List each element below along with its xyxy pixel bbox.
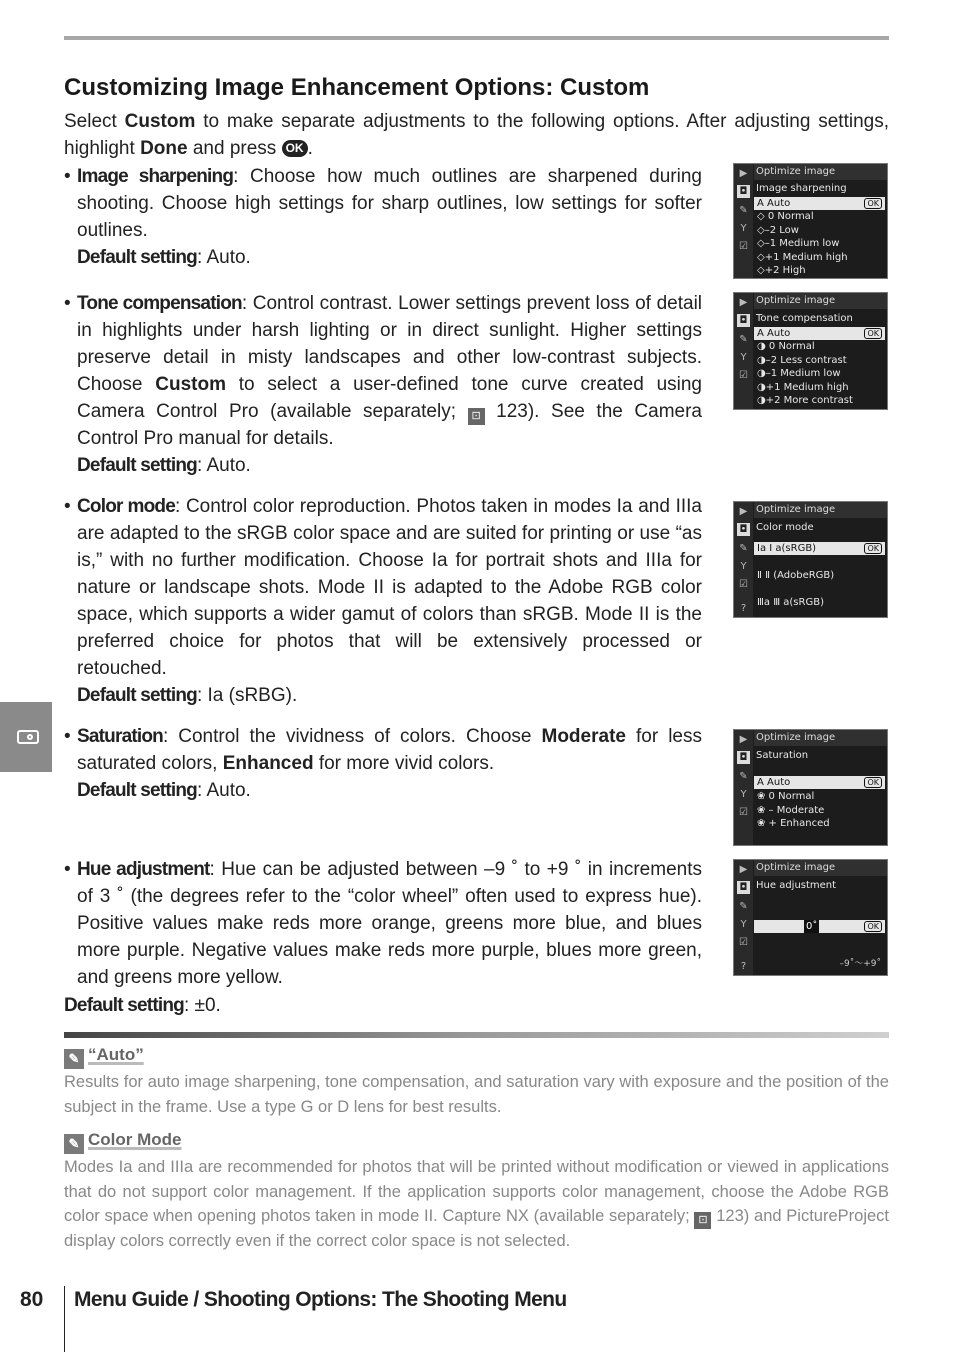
- shooting-menu-tab: [0, 702, 52, 772]
- menu-option: ◑+1 Medium high: [757, 382, 849, 393]
- screen-tone-compensation: ▶ ◘ ✎ Y ☑ Optimize image Tone compensation A Auto OK ◑ 0 Normal ◑–2 Less contrast ◑–1 Medium low ◑+1 Medium high ◑+2 More contrast: [733, 292, 888, 410]
- pencil-icon: ✎: [739, 543, 748, 554]
- playback-icon: ▶: [739, 168, 748, 179]
- camera-tab-icon: [17, 730, 39, 744]
- wrench-icon: Y: [740, 561, 747, 572]
- menu-option: ❀ + Enhanced: [757, 818, 830, 829]
- camera-icon: ◘: [737, 881, 750, 894]
- note-auto-heading: ✎ “Auto”: [64, 1045, 144, 1069]
- pencil-icon: ✎: [739, 771, 748, 782]
- retouch-icon: ☑: [739, 937, 748, 948]
- menu-option: ◇–2 Low: [757, 225, 799, 236]
- note-color-mode-body: Modes Ia and IIIa are recommended for photos that will be printed without modification or viewed in applications that do not support color management. If the application supports color management, choose the Adobe RGB color space when opening photos taken in mode II. Capture NX (available separately; ⊡ 123) and PictureProject display colors correctly even if the correct color space is not selected.: [64, 1158, 889, 1250]
- notes-divider: [64, 1032, 889, 1038]
- menu-option: Ⅱ Ⅱ (AdobeRGB): [757, 570, 835, 581]
- screen-saturation: ▶ ◘ ✎ Y ☑ Optimize image Saturation A Auto OK ❀ 0 Normal ❀ – Moderate ❀ + Enhanced: [733, 729, 888, 846]
- wrench-icon: Y: [740, 223, 747, 234]
- playback-icon: ▶: [739, 864, 748, 875]
- page-reference-icon: ⊡: [468, 408, 485, 425]
- camera-icon: ◘: [737, 751, 750, 764]
- page-number: 80: [20, 1288, 44, 1311]
- menu-option: ❀ – Moderate: [757, 805, 825, 816]
- section-hue-adjustment: • Hue adjustment: Hue can be adjusted between –9 ˚ to +9 ˚ in increments of 3 ˚ (the degrees refer to the “color wheel” often used to express hue). Positive values make reds more orange, greens more blue, and blues more purple. Negative values make reds more purple, blues more green, and greens more yellow.: [64, 859, 702, 988]
- page-reference-icon: ⊡: [694, 1212, 711, 1229]
- menu-option: ◑–2 Less contrast: [757, 355, 847, 366]
- screen-hue-adjustment: ▶ ◘ ✎ Y ☑ ? Optimize image Hue adjustment 0˚ OK –9˚～+9˚: [733, 859, 888, 976]
- wrench-icon: Y: [740, 919, 747, 930]
- hue-range: –9˚～+9˚: [839, 959, 881, 969]
- menu-option: ◑+2 More contrast: [757, 395, 853, 406]
- pencil-icon: ✎: [739, 901, 748, 912]
- playback-icon: ▶: [739, 506, 748, 517]
- retouch-icon: ☑: [739, 807, 748, 818]
- camera-icon: ◘: [737, 314, 750, 327]
- menu-option: ❀ 0 Normal: [757, 791, 815, 802]
- note-pencil-icon: ✎: [64, 1049, 84, 1069]
- note-color-mode-heading: ✎ Color Mode: [64, 1130, 182, 1154]
- note-pencil-icon: ✎: [64, 1134, 84, 1154]
- menu-option: ◇–1 Medium low: [757, 238, 840, 249]
- hue-value-field: 0˚ OK: [754, 920, 885, 933]
- help-icon: ?: [740, 603, 747, 614]
- page-title: Customizing Image Enhancement Options: Custom: [64, 74, 650, 101]
- menu-option: A Auto OK: [754, 197, 885, 210]
- screen-image-sharpening: ▶ ◘ ✎ Y ☑ Optimize image Image sharpening A Auto OK ◇ 0 Normal ◇–2 Low ◇–1 Medium low ◇+1 Medium high ◇+2 High: [733, 163, 888, 279]
- menu-option: ◇+1 Medium high: [757, 252, 848, 263]
- camera-icon: ◘: [737, 523, 750, 536]
- footer-divider: [64, 1286, 65, 1352]
- section-saturation: • Saturation: Control the vividness of colors. Choose Moderate for less saturated colors, Enhanced for more vivid colors. Default setting: Auto.: [64, 726, 702, 801]
- help-icon: ?: [740, 961, 747, 972]
- menu-option: ◑–1 Medium low: [757, 368, 841, 379]
- ok-button-icon: OK: [282, 140, 308, 157]
- playback-icon: ▶: [739, 297, 748, 308]
- footer-section-title: Menu Guide / Shooting Options: The Shooting Menu: [74, 1288, 567, 1311]
- hue-default: Default setting: ±0.: [64, 995, 221, 1016]
- menu-option: Ⅲa Ⅲ a(sRGB): [757, 597, 824, 608]
- menu-option: ◇ 0 Normal: [757, 211, 814, 222]
- menu-option: A Auto OK: [754, 776, 885, 789]
- menu-option: ◇+2 High: [757, 265, 806, 276]
- note-auto-body: Results for auto image sharpening, tone compensation, and saturation vary with exposure and the position of the subject in the frame. Use a type G or D lens for best results.: [64, 1073, 889, 1116]
- retouch-icon: ☑: [739, 370, 748, 381]
- camera-icon: ◘: [737, 185, 750, 198]
- playback-icon: ▶: [739, 734, 748, 745]
- retouch-icon: ☑: [739, 241, 748, 252]
- pencil-icon: ✎: [739, 205, 748, 216]
- screen-color-mode: ▶ ◘ ✎ Y ☑ ? Optimize image Color mode Ia Ⅰ a(sRGB) OK Ⅱ Ⅱ (AdobeRGB) Ⅲa Ⅲ a(sRGB): [733, 501, 888, 618]
- intro-paragraph: Select Custom to make separate adjustments to the following options. After adjusting settings, highlight Done and press OK .: [64, 111, 889, 159]
- section-image-sharpening: • Image sharpening: Choose how much outlines are sharpened during shooting. Choose high settings for sharp outlines, low settings for softer outlines. Default setting: Auto.: [64, 166, 702, 268]
- menu-option: ◑ 0 Normal: [757, 341, 815, 352]
- top-rule: [64, 36, 889, 40]
- pencil-icon: ✎: [739, 334, 748, 345]
- wrench-icon: Y: [740, 789, 747, 800]
- menu-option: Ia Ⅰ a(sRGB) OK: [754, 542, 885, 555]
- retouch-icon: ☑: [739, 579, 748, 590]
- section-tone-compensation: • Tone compensation: Control contrast. Lower settings prevent loss of detail in highlights under harsh lighting or in direct sunlight. Higher settings preserve detail in misty landscapes and other low-contrast subjects. Choose Custom to select a user-defined tone curve created using Camera Control Pro (available separately; ⊡ 123). See the Camera Control Pro manual for details. Default setting: Auto.: [64, 293, 703, 476]
- menu-option: A Auto OK: [754, 327, 885, 340]
- wrench-icon: Y: [740, 352, 747, 363]
- section-color-mode: • Color mode: Control color reproduction. Photos taken in modes Ia and IIIa are adapted to the sRGB color space and are suited for printing or use “as is,” with no further modification. Choose Ia for portrait shots and IIIa for nature or landscape shots. Mode II is adapted to the Adobe RGB color space, which supports a wider gamut of colors than sRGB. Mode II is the preferred choice for photos that will be extensively processed or retouched. Default setting: Ia (sRBG).: [64, 496, 702, 706]
